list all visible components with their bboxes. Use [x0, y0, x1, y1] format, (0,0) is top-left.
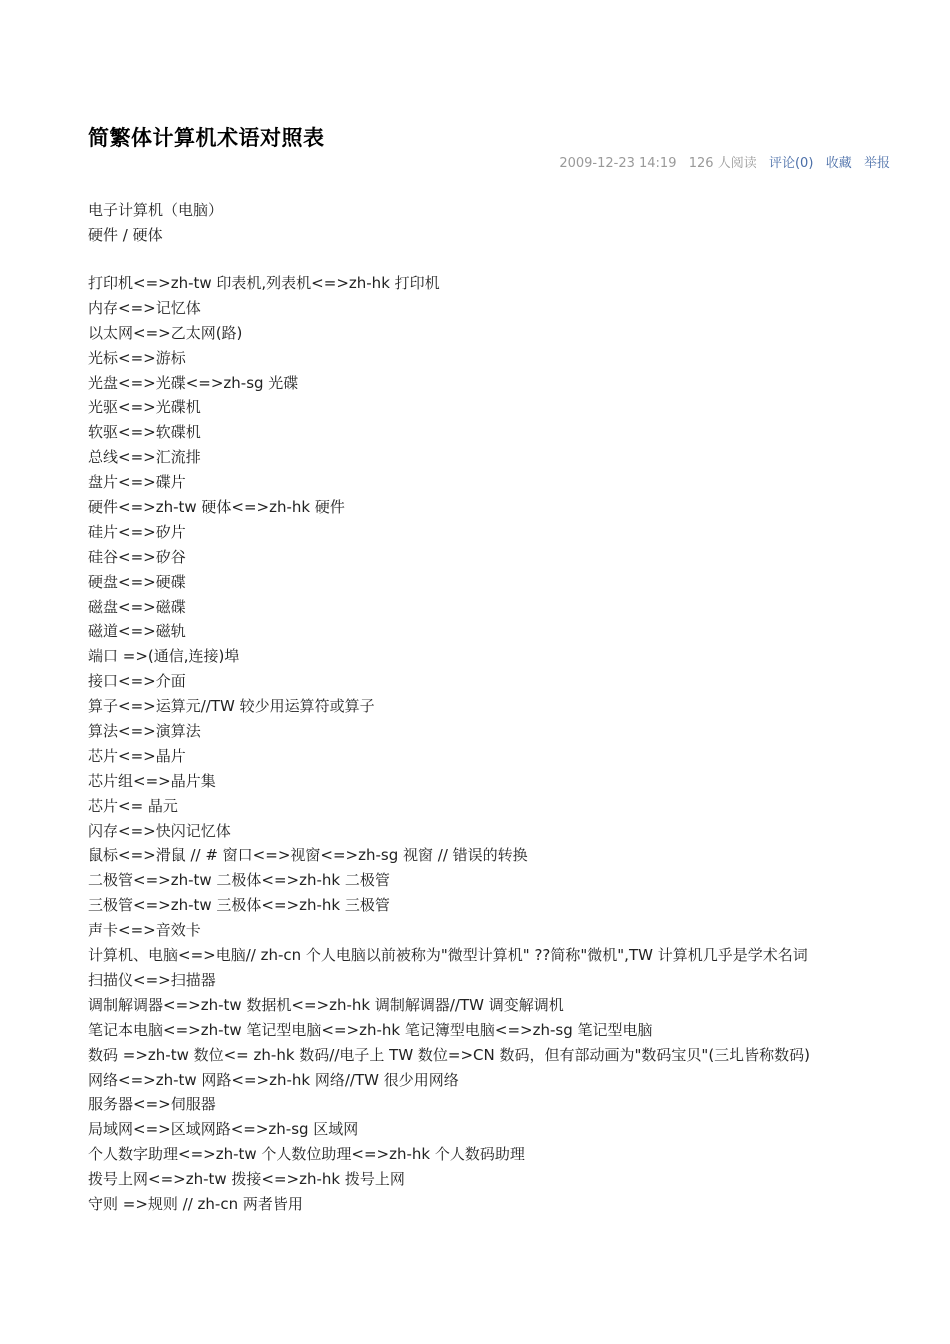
post-datetime: 2009-12-23 14:19	[559, 156, 677, 171]
term-entry: 声卡<=>音效卡	[88, 921, 201, 940]
intro-line: 硬件 / 硬体	[88, 225, 163, 244]
term-entry: 闪存<=>快闪记忆体	[88, 821, 231, 840]
term-entry: 网络<=>zh-tw 网路<=>zh-hk 网络//TW 很少用网络	[88, 1070, 459, 1089]
term-entry: 磁道<=>磁轨	[88, 622, 186, 641]
read-count: 126 人阅读	[688, 156, 757, 171]
term-entry: 芯片<=>晶片	[88, 746, 186, 765]
term-entry: 光盘<=>光碟<=>zh-sg 光碟	[88, 373, 299, 392]
comment-link[interactable]: 评论(0)	[768, 156, 814, 171]
intro-line: 电子计算机（电脑）	[88, 201, 224, 219]
term-entry: 硅片<=>矽片	[88, 522, 186, 541]
term-entry: 鼠标<=>滑鼠 // # 窗口<=>视窗<=>zh-sg 视窗 // 错误的转换	[88, 846, 528, 865]
term-entry: 硬件<=>zh-tw 硬体<=>zh-hk 硬件	[88, 498, 345, 517]
article-title: 简繁体计算机术语对照表	[88, 126, 325, 150]
term-entry: 算子<=>运算元//TW 较少用运算符或算子	[88, 697, 375, 716]
term-entry: 打印机<=>zh-tw 印表机,列表机<=>zh-hk 打印机	[88, 274, 440, 292]
term-entry: 芯片<= 晶元	[88, 796, 178, 815]
article-intro	[88, 198, 223, 248]
term-entry: 二极管<=>zh-tw 二极体<=>zh-hk 二极管	[88, 871, 390, 890]
term-entry: 服务器<=>伺服器	[88, 1095, 216, 1114]
term-entry: 个人数字助理<=>zh-tw 个人数位助理<=>zh-hk 个人数码助理	[88, 1145, 525, 1164]
term-entry: 调制解调器<=>zh-tw 数据机<=>zh-hk 调制解调器//TW 调变解调机	[88, 995, 564, 1014]
term-entry: 总线<=>汇流排	[88, 448, 201, 467]
term-entry: 硬盘<=>硬碟	[88, 572, 186, 591]
term-entry: 守则 =>规则 // zh-cn 两者皆用	[88, 1194, 303, 1213]
term-entry: 三极管<=>zh-tw 三极体<=>zh-hk 三极管	[88, 896, 390, 915]
term-entry: 软驱<=>软碟机	[88, 423, 201, 442]
favorite-link[interactable]: 收藏	[825, 156, 852, 171]
term-entry: 以太网<=>乙太网(路)	[88, 323, 243, 342]
term-entry: 算法<=>演算法	[88, 722, 201, 741]
term-entry: 端口 =>(通信,连接)埠	[88, 647, 240, 666]
article-meta	[559, 152, 890, 171]
term-entry: 内存<=>记忆体	[88, 298, 201, 317]
term-entry: 扫描仪<=>扫描器	[88, 970, 216, 989]
term-entry: 接口<=>介面	[88, 672, 186, 691]
term-entry: 笔记本电脑<=>zh-tw 笔记型电脑<=>zh-hk 笔记簿型电脑<=>zh-sg 笔记型电脑	[88, 1020, 653, 1039]
report-link[interactable]: 举报	[863, 156, 890, 171]
term-entry: 磁盘<=>磁碟	[88, 597, 186, 616]
term-entry: 数码 =>zh-tw 数位<= zh-hk 数码//电子上 TW 数位=>CN 数码，但有部动画为"数码宝贝"(三圠皆称数码)	[88, 1045, 811, 1064]
term-entry: 芯片组<=>晶片集	[88, 771, 216, 790]
term-entry: 光驱<=>光碟机	[88, 398, 201, 417]
term-entry: 硅谷<=>矽谷	[88, 547, 186, 566]
term-entry: 光标<=>游标	[88, 348, 186, 367]
term-entry: 盘片<=>碟片	[88, 473, 186, 492]
term-entry: 局域网<=>区域网路<=>zh-sg 区域网	[88, 1120, 359, 1139]
term-entry: 计算机、电脑<=>电脑// zh-cn 个人电脑以前被称为"微型计算机" ??简称"微机",TW 计算机几乎是学术名词	[88, 946, 808, 965]
term-entry: 拨号上网<=>zh-tw 拨接<=>zh-hk 拨号上网	[88, 1170, 405, 1189]
term-list	[88, 271, 810, 1217]
